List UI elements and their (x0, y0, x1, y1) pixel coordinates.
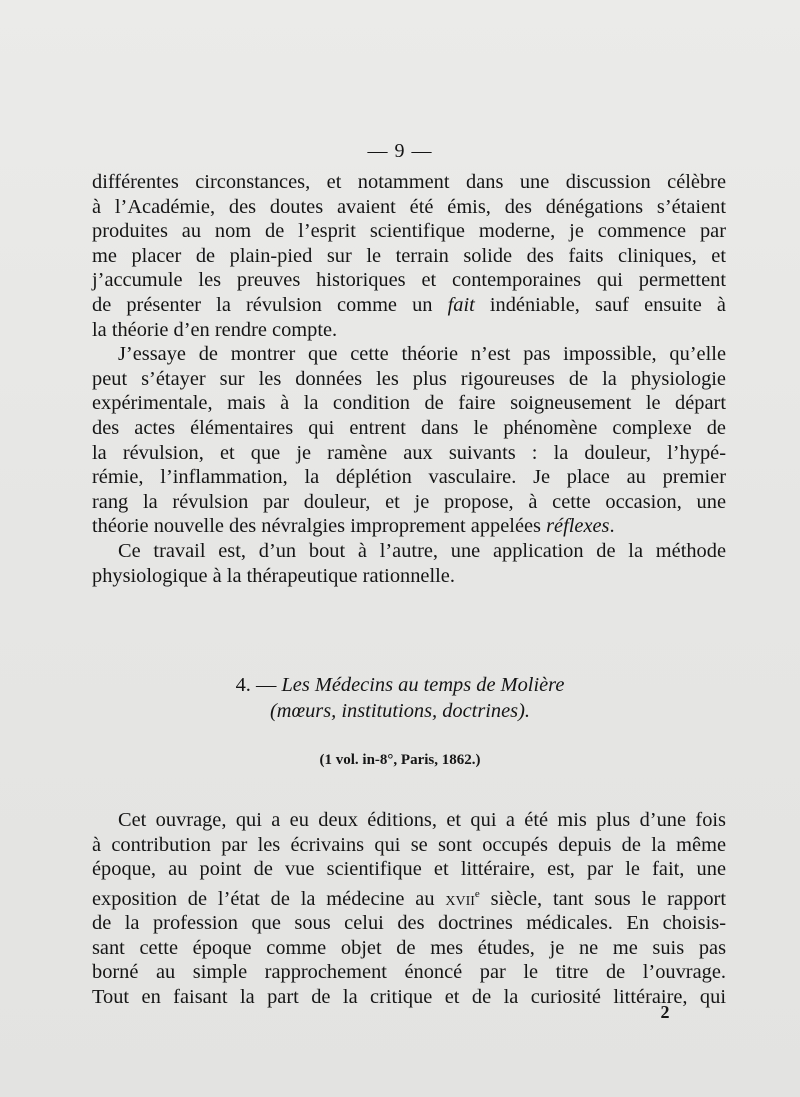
text-line (92, 514, 726, 539)
signature-mark: 2 (660, 1002, 670, 1022)
text-run: théorie nouvelle des névralgies improprement appelées (92, 515, 547, 538)
text-run: exposition de l’état de la médecine au (92, 887, 446, 910)
paragraph-revulsion-intro (92, 170, 726, 342)
text-line: la théorie d’en rendre compte. (92, 318, 338, 341)
text-block-upper (92, 170, 726, 588)
century-numeral: xvii (445, 887, 475, 910)
text-line (92, 293, 726, 318)
text-line: rémie, l’inflammation, la déplétion vasculaire. Je place au premier (92, 466, 726, 489)
section-number: 4. — (235, 674, 282, 696)
italic-word: fait (447, 293, 475, 316)
text-line: Ce travail est, d’un bout à l’autre, une application de la méthode (118, 539, 726, 562)
text-line: J’essaye de montrer que cette théorie n’est pas impossible, qu’elle (118, 343, 726, 366)
section-title: Les Médecins au temps de Molière (281, 674, 565, 696)
text-run: . (609, 515, 615, 538)
text-line: à contribution par les écrivains qui se sont occupés depuis de la même (92, 833, 726, 856)
text-run: de présenter la révulsion comme un (92, 293, 448, 316)
text-line: expérimentale, mais à la condition de faire soigneusement le départ (92, 392, 726, 415)
publication-info: (1 vol. in-8°, Paris, 1862.) (319, 752, 481, 768)
text-line: sant cette époque comme objet de mes études, je ne me suis pas (92, 936, 726, 959)
text-line: Tout en faisant la part de la critique et de la curiosité littéraire, qui (92, 985, 726, 1008)
paragraph-method (92, 539, 726, 588)
text-line: produites au nom de l’esprit scientifique moderne, je commence par (92, 220, 726, 243)
text-line: la révulsion, et que je ramène aux suivants : la douleur, l’hypé- (92, 441, 726, 464)
text-line: j’accumule les preuves historiques et contemporaines qui permettent (92, 269, 726, 292)
text-line (92, 882, 726, 911)
text-line: des actes élémentaires qui entrent dans le phénomène complexe de (92, 416, 726, 439)
text-line: différentes circonstances, et notamment dans une discussion célèbre (92, 171, 726, 193)
text-line: de la profession que sous celui des doctrines médicales. En choisis- (92, 912, 726, 935)
text-line: Cet ouvrage, qui a eu deux éditions, et qui a été mis plus d’une fois (118, 809, 726, 831)
text-run: siècle, tant sous le rapport (479, 887, 726, 910)
text-line: physiologique à la thérapeutique rationnelle. (92, 564, 455, 587)
text-line: rang la révulsion par douleur, et je propose, à cette occasion, une (92, 490, 726, 513)
text-line: époque, au point de vue scientifique et littéraire, est, par le fait, une (92, 858, 726, 881)
section-subtitle: (mœurs, institutions, doctrines). (270, 700, 530, 722)
page-number: — 9 — (367, 140, 433, 162)
text-line: peut s’étayer sur les données les plus rigoureuses de la physiologie (92, 367, 726, 390)
paragraph-book-description (92, 808, 726, 1010)
text-line: me placer de plain-pied sur le terrain solide des faits cliniques, et (92, 244, 726, 267)
paragraph-theory (92, 342, 726, 539)
section-heading (0, 674, 800, 697)
text-line: borné au simple rapprochement énoncé par le titre de l’ouvrage. (92, 961, 726, 984)
text-block-lower (92, 808, 726, 1010)
text-line: à l’Académie, des doutes avaient été émis, des dénégations s’étaient (92, 195, 726, 218)
text-run: indéniable, sauf ensuite à (474, 293, 726, 316)
italic-word: réflexes (546, 515, 610, 538)
superscript: e (474, 887, 480, 900)
